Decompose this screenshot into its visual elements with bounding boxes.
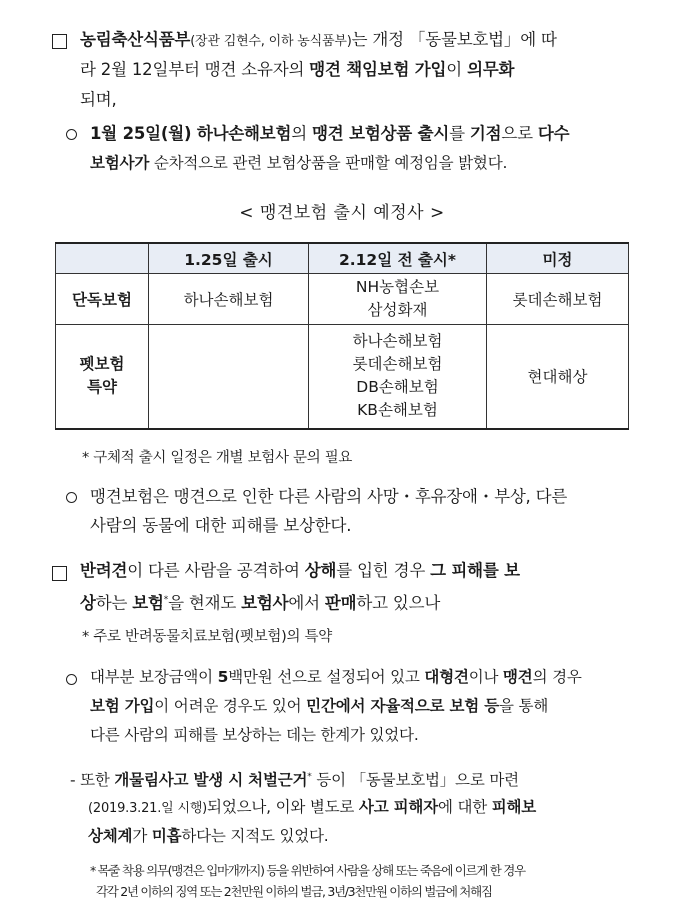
- table-note: * 구체적 출시 일정은 개별 보험사 문의 필요: [82, 450, 353, 466]
- bullet2-line2: 사람의 동물에 대한 피해를 보상한다.: [90, 516, 352, 535]
- dash1-line3: 상체계가 미흡하다는 지적도 있었다.: [88, 827, 329, 845]
- section2-line1: 반려견이 다른 사람을 공격하여 상해를 입힌 경우 그 피해를 보: [80, 561, 520, 580]
- square-bullet-icon: [52, 566, 67, 586]
- row-label: 펫보험 특약: [56, 325, 149, 429]
- footnote-line2: 각각 2년 이하의 징역 또는 2천만원 이하의 벌금, 3년/3천만원 이하의 벌금에 처해짐: [96, 884, 492, 899]
- table-cell: NH농협손보 삼성화재: [309, 274, 487, 325]
- table-row: [56, 274, 629, 325]
- bullet3-line2: 보험 가입이 어려운 경우도 있어 민간에서 자율적으로 보험 등을 통해: [90, 697, 549, 715]
- table-header-cell: 2.12일 전 출시*: [309, 243, 487, 274]
- table-cell: 롯데손해보험: [487, 274, 629, 325]
- section1-line3: 되며,: [80, 90, 117, 109]
- table-cell: 하나손해보험: [149, 274, 309, 325]
- table-header-cell: [56, 243, 149, 274]
- table-cell: 하나손해보험 롯데손해보험 DB손해보험 KB손해보험: [309, 325, 487, 429]
- section1-line1: 농림축산식품부(장관 김현수, 이하 농식품부)는 개정 「동물보호법」에 따: [80, 30, 557, 49]
- table-row: [56, 325, 629, 429]
- footnote-line1: * 목줄 착용 의무(맹견은 입마개까지) 등을 위반하여 사람을 상해 또는 죽음에 이르게 한 경우: [90, 863, 525, 878]
- circle-bullet-icon: [66, 670, 77, 690]
- dash1-line1: - 또한 개물림사고 발생 시 처벌근거* 등이 「동물보호법」으로 마련: [70, 771, 519, 790]
- bullet2-line1: 맹견보험은 맹견으로 인한 다른 사람의 사망・후유장애・부상, 다른: [90, 487, 568, 506]
- section2-line2: 상하는 보험*을 현재도 보험사에서 판매하고 있으나: [80, 593, 441, 613]
- table-header-row: [56, 243, 629, 274]
- section1-line2: 라 2월 12일부터 맹견 소유자의 맹견 책임보험 가입이 의무화: [80, 60, 515, 79]
- table-header-cell: 미정: [487, 243, 629, 274]
- insurer-schedule-table: [55, 242, 629, 430]
- circle-bullet-icon: [66, 125, 77, 145]
- table-caption: < 맹견보험 출시 예정사 >: [239, 203, 445, 223]
- table-cell: [149, 325, 309, 429]
- circle-bullet-icon: [66, 488, 77, 508]
- bullet1-line1: 1월 25일(월) 하나손해보험의 맹견 보험상품 출시를 기점으로 다수: [90, 124, 570, 143]
- section2-note: * 주로 반려동물치료보험(펫보험)의 특약: [82, 629, 332, 645]
- table-cell: 현대해상: [487, 325, 629, 429]
- bullet1-line2: 보험사가 순차적으로 관련 보험상품을 판매할 예정임을 밝혔다.: [90, 154, 508, 172]
- square-bullet-icon: [52, 34, 67, 54]
- row-label: 단독보험: [56, 274, 149, 325]
- bullet3-line1: 대부분 보장금액이 5백만원 선으로 설정되어 있고 대형견이나 맹견의 경우: [90, 668, 582, 686]
- bullet3-line3: 다른 사람의 피해를 보상하는 데는 한계가 있었다.: [90, 726, 419, 744]
- table-header-cell: 1.25일 출시: [149, 243, 309, 274]
- dash1-line2: (2019.3.21.일 시행)되었으나, 이와 별도로 사고 피해자에 대한 피해보: [88, 798, 537, 816]
